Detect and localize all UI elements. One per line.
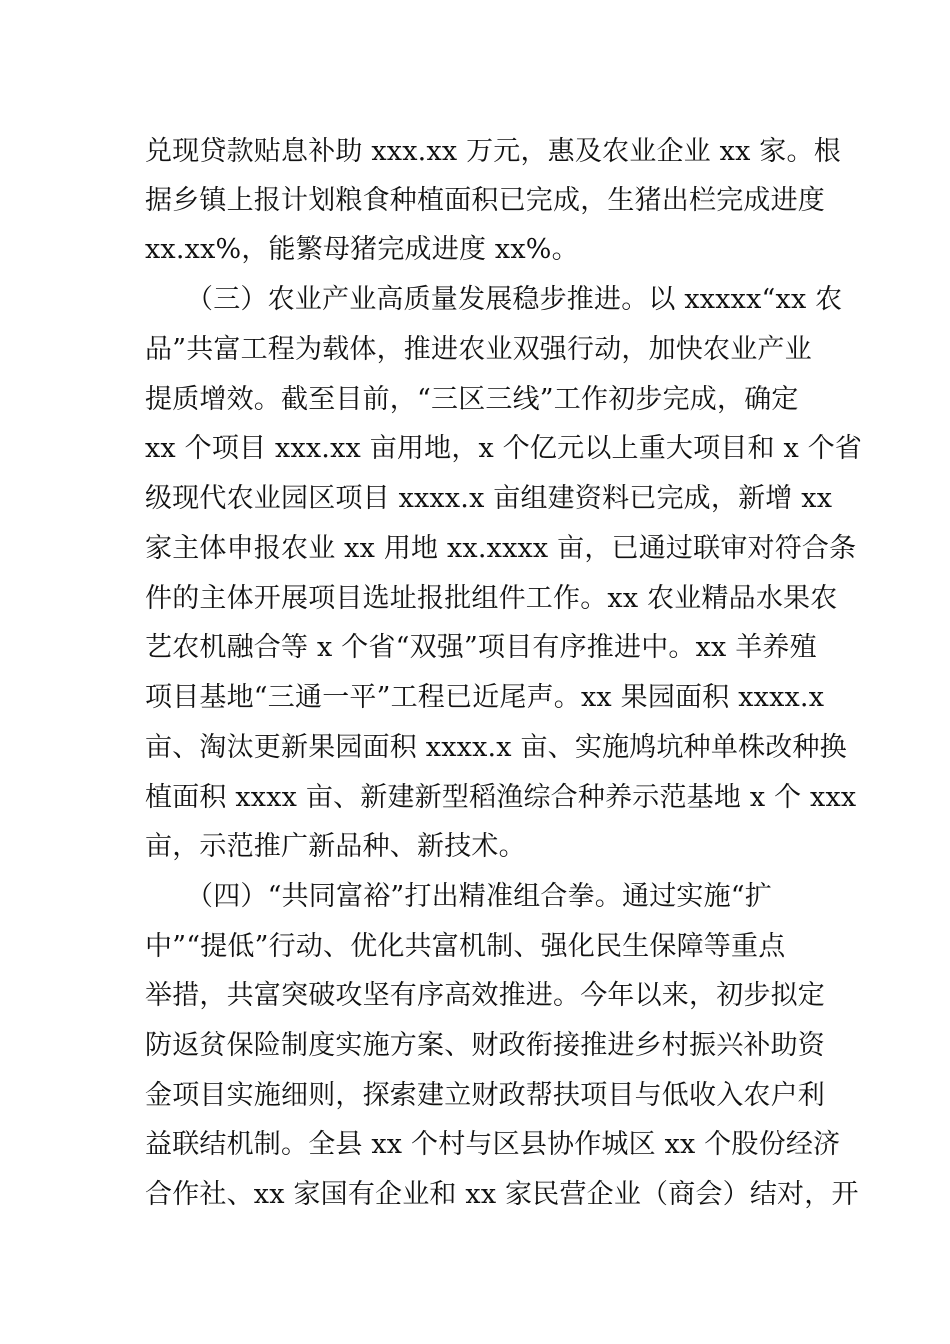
- text-line: 兑现贷款贴息补助 xxx.xx 万元，惠及农业企业 xx 家。根: [145, 136, 841, 167]
- text-line: （三）农业产业高质量发展稳步推进。以 xxxxx“xx 农: [186, 284, 843, 315]
- text-line: 举措，共富突破攻坚有序高效推进。今年以来，初步拟定: [145, 980, 825, 1011]
- text-line: 家主体申报农业 xx 用地 xx.xxxx 亩，已通过联审对符合条: [145, 533, 857, 564]
- text-line: 件的主体开展项目选址报批组件工作。xx 农业精品水果农: [145, 583, 838, 614]
- text-line: 亩，示范推广新品种、新技术。: [145, 831, 526, 862]
- text-line: 亩、淘汰更新果园面积 xxxx.x 亩、实施鸠坑种单株改种换: [145, 732, 847, 763]
- text-line: 益联结机制。全县 xx 个村与区县协作城区 xx 个股份经济: [145, 1129, 841, 1160]
- text-line: 据乡镇上报计划粮食种植面积已完成，生猪出栏完成进度: [145, 185, 825, 216]
- text-line: xx 个项目 xxx.xx 亩用地，x 个亿元以上重大项目和 x 个省: [145, 433, 863, 464]
- text-line: 金项目实施细则，探索建立财政帮扶项目与低收入农户利: [145, 1080, 825, 1111]
- text-line: 提质增效。截至目前，“三区三线”工作初步完成，确定: [145, 384, 799, 415]
- text-line: （四）“共同富裕”打出精准组合拳。通过实施“扩: [186, 881, 773, 912]
- text-line: 艺农机融合等 x 个省“双强”项目有序推进中。xx 羊养殖: [145, 632, 817, 663]
- text-line: 级现代农业园区项目 xxxx.x 亩组建资料已完成，新增 xx: [145, 483, 833, 514]
- text-line: 品”共富工程为载体，推进农业双强行动，加快农业产业: [145, 334, 812, 365]
- text-line: 植面积 xxxx 亩、新建新型稻渔综合种养示范基地 x 个 xxx: [145, 782, 857, 813]
- text-line: xx.xx%，能繁母猪完成进度 xx%。: [145, 234, 579, 265]
- text-line: 中”“提低”行动、优化共富机制、强化民生保障等重点: [145, 931, 786, 962]
- text-line: 防返贫保险制度实施方案、财政衔接推进乡村振兴补助资: [145, 1030, 825, 1061]
- text-line: 项目基地“三通一平”工程已近尾声。xx 果园面积 xxxx.x: [145, 682, 825, 713]
- text-line: 合作社、xx 家国有企业和 xx 家民营企业（商会）结对，开: [145, 1179, 859, 1210]
